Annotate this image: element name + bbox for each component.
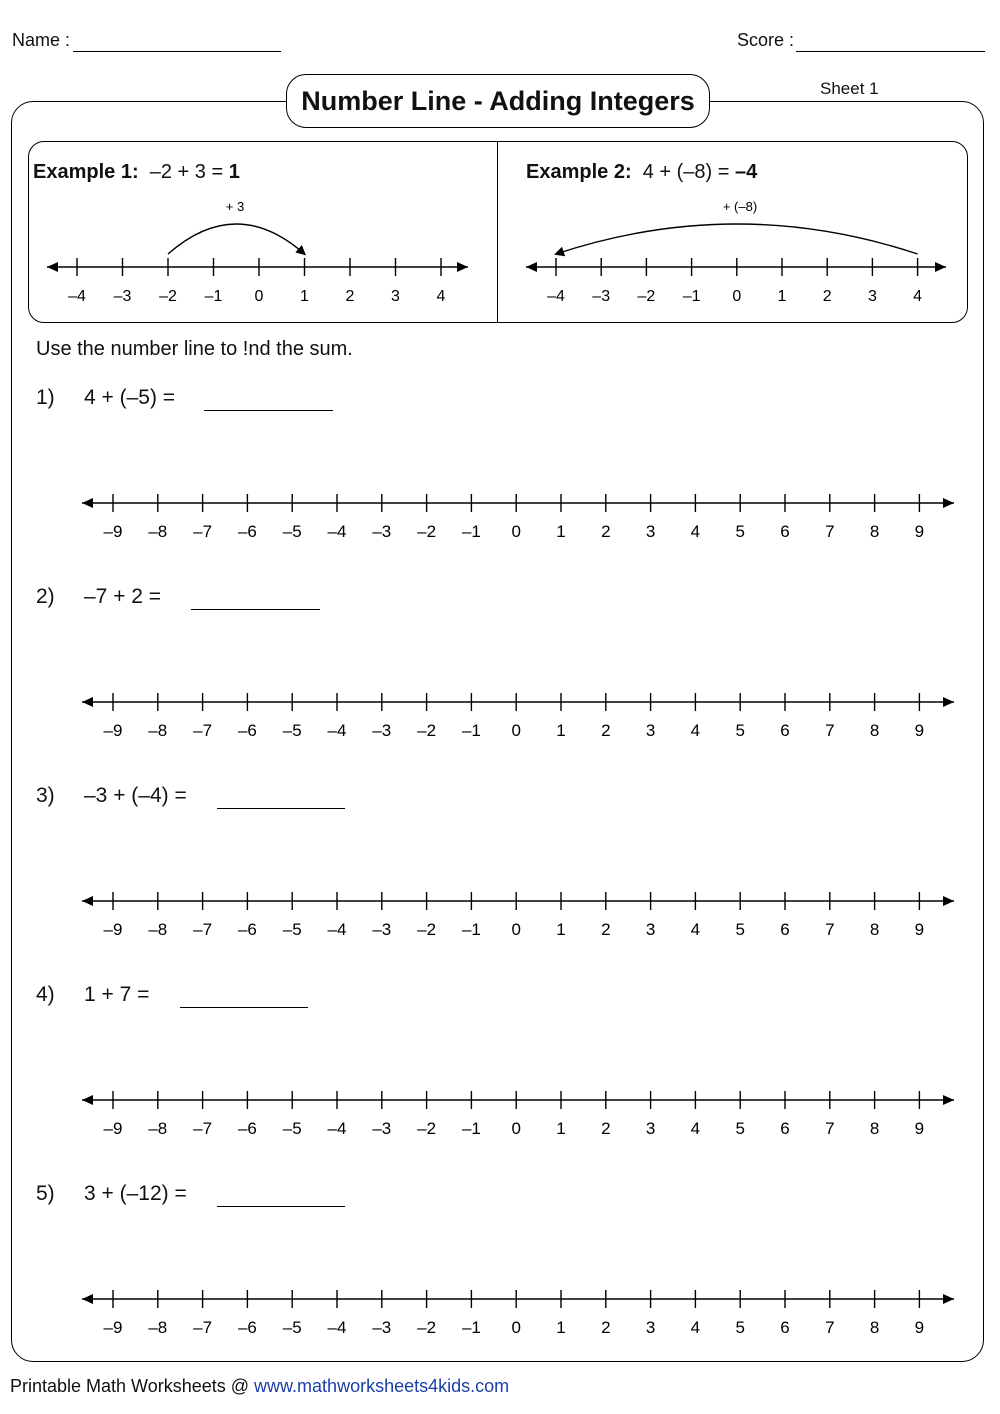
problem-1-tick-label: 3 (645, 522, 656, 541)
footer-text: Printable Math Worksheets @ (10, 1376, 255, 1396)
problem-5-tick-label: 6 (780, 1318, 790, 1337)
problem-2-tick-label: –4 (327, 721, 347, 740)
problem-5-tick-label: –3 (372, 1318, 392, 1337)
arrow-left-icon (82, 1294, 93, 1304)
problem-3-expression: –3 + (–4) = (84, 784, 187, 807)
problem-1-tick-label: –1 (461, 522, 481, 541)
problem-2-number: 2) (36, 585, 55, 608)
problem-2-tick-label: 9 (914, 721, 925, 740)
problem-1-number: 1) (36, 386, 55, 409)
example-1-label: Example 1: (33, 161, 139, 183)
example-2-tick-label: –4 (547, 288, 565, 305)
problem-3-tick-label: –3 (372, 920, 392, 939)
arrow-right-icon (943, 498, 954, 508)
problem-4-tick-label: –1 (461, 1119, 481, 1138)
example-2-tick-label: –3 (592, 288, 611, 305)
problem-3-tick-label: –8 (148, 920, 168, 939)
problem-1-tick-label: –2 (417, 522, 437, 541)
problem-2-number-line[interactable] (82, 693, 954, 740)
problem-3-tick-label: 6 (780, 920, 790, 939)
problem-3-tick-label: 0 (511, 920, 521, 939)
example-1-jump-label: + 3 (225, 199, 245, 214)
problem-3-tick-label: –5 (282, 920, 302, 939)
problem-3-number: 3) (36, 784, 55, 807)
example-2-tick-label: 2 (822, 288, 832, 305)
problem-2-tick-label: 4 (690, 721, 701, 740)
example-2-tick-label: 3 (867, 288, 877, 305)
problem-1-tick-label: 8 (869, 522, 880, 541)
problem-5-tick-label: –8 (148, 1318, 168, 1337)
problem-2-tick-label: –6 (237, 721, 257, 740)
problem-2-tick-label: 8 (869, 721, 880, 740)
problem-1-tick-label: 5 (735, 522, 745, 541)
problem-3-tick-label: 4 (690, 920, 701, 939)
problem-1-tick-label: –3 (372, 522, 392, 541)
sheet-label: Sheet 1 (820, 79, 879, 98)
problem-1-number-line[interactable] (82, 494, 954, 541)
problem-5-tick-label: –1 (461, 1318, 481, 1337)
instructions: Use the number line to !nd the sum. (36, 338, 353, 360)
footer-link[interactable]: www.mathworksheets4kids.com (254, 1376, 510, 1396)
arrow-left-icon (82, 896, 93, 906)
problem-1-tick-label: –9 (103, 522, 123, 541)
problem-1-tick-label: 2 (601, 522, 611, 541)
problem-2-tick-label: 5 (735, 721, 745, 740)
example-2-tick-label: 0 (732, 288, 742, 305)
example-1-tick-label: 0 (254, 288, 264, 305)
problem-4-tick-label: –9 (103, 1119, 123, 1138)
example-2-tick-label: 1 (777, 288, 787, 305)
problem-4-tick-label: 1 (556, 1119, 566, 1138)
problem-2-tick-label: –1 (461, 721, 481, 740)
problem-4-number: 4) (36, 983, 55, 1006)
example-1-tick-label: –1 (204, 288, 223, 305)
problem-3-tick-label: 2 (601, 920, 611, 939)
problem-5-tick-label: –2 (417, 1318, 437, 1337)
problem-2-tick-label: –5 (282, 721, 302, 740)
problem-2-tick-label: –2 (417, 721, 437, 740)
arrow-left-icon (82, 498, 93, 508)
example-2-expression: 4 + (–8) = (642, 161, 730, 183)
problem-3-tick-label: –6 (237, 920, 257, 939)
arrow-right-icon (943, 697, 954, 707)
problem-3-tick-label: 1 (556, 920, 566, 939)
problem-3-number-line[interactable] (82, 892, 954, 939)
name-label: Name : (12, 30, 71, 50)
problem-5-tick-label: –9 (103, 1318, 123, 1337)
problem-4-tick-label: 6 (780, 1119, 790, 1138)
problem-1-tick-label: –7 (193, 522, 213, 541)
arrow-left-icon (82, 697, 93, 707)
problem-4-tick-label: 4 (690, 1119, 701, 1138)
problem-1-tick-label: 7 (825, 522, 835, 541)
example-2-jump-label: + (–8) (722, 199, 758, 214)
problem-4-tick-label: –4 (327, 1119, 347, 1138)
example-1-tick-label: –3 (113, 288, 132, 305)
arrow-right-icon (943, 896, 954, 906)
problem-5-tick-label: 3 (645, 1318, 656, 1337)
example-1-answer: 1 (228, 161, 240, 183)
problem-2-tick-label: –3 (372, 721, 392, 740)
worksheet-title: Number Line - Adding Integers (286, 74, 710, 128)
problem-5-tick-label: 4 (690, 1318, 701, 1337)
problem-4-tick-label: 8 (869, 1119, 880, 1138)
arrow-left-icon (82, 1095, 93, 1105)
problem-4-tick-label: 9 (914, 1119, 925, 1138)
problem-4-tick-label: –8 (148, 1119, 168, 1138)
footer (10, 1376, 509, 1397)
problem-2-tick-label: 0 (511, 721, 521, 740)
problem-5-tick-label: 1 (556, 1318, 566, 1337)
example-1-tick-label: 4 (436, 288, 446, 305)
problem-1-tick-label: 4 (690, 522, 701, 541)
problem-5-tick-label: 7 (825, 1318, 835, 1337)
problem-5-tick-label: 5 (735, 1318, 745, 1337)
example-2-tick-label: –2 (637, 288, 656, 305)
problem-1-expression: 4 + (–5) = (84, 386, 176, 409)
problem-3-tick-label: 8 (869, 920, 880, 939)
problem-5-tick-label: –6 (237, 1318, 257, 1337)
problem-1-tick-label: 6 (780, 522, 790, 541)
problem-3-tick-label: 5 (735, 920, 745, 939)
problem-3-tick-label: 9 (914, 920, 925, 939)
problem-3-tick-label: –1 (461, 920, 481, 939)
problem-4-tick-label: 0 (511, 1119, 521, 1138)
problem-3-tick-label: 7 (825, 920, 835, 939)
problem-2-tick-label: 3 (645, 721, 656, 740)
problem-4-tick-label: 3 (645, 1119, 656, 1138)
problem-2-tick-label: –7 (193, 721, 213, 740)
problem-5-tick-label: 9 (914, 1318, 925, 1337)
problem-2-tick-label: 6 (780, 721, 790, 740)
problem-3-tick-label: –2 (417, 920, 437, 939)
problem-4-tick-label: 7 (825, 1119, 835, 1138)
problem-1-tick-label: –4 (327, 522, 347, 541)
problem-4-tick-label: –3 (372, 1119, 392, 1138)
problem-5-tick-label: 8 (869, 1318, 880, 1337)
problem-1-tick-label: –6 (237, 522, 257, 541)
problem-4-tick-label: 2 (601, 1119, 611, 1138)
problem-5-tick-label: 0 (511, 1318, 521, 1337)
problem-2-tick-label: –9 (103, 721, 123, 740)
problem-3-tick-label: –9 (103, 920, 123, 939)
problem-4-tick-label: –2 (417, 1119, 437, 1138)
problem-3-tick-label: –4 (327, 920, 347, 939)
example-1-tick-label: 2 (345, 288, 355, 305)
score-label: Score : (737, 30, 795, 50)
problem-1-tick-label: 9 (914, 522, 925, 541)
problem-4-tick-label: –7 (193, 1119, 213, 1138)
problem-4-number-line[interactable] (82, 1091, 954, 1138)
problem-4-tick-label: 5 (735, 1119, 745, 1138)
problem-2-tick-label: –8 (148, 721, 168, 740)
example-1-expression: –2 + 3 = (149, 161, 224, 183)
example-2-answer: –4 (735, 161, 758, 183)
problem-5-tick-label: –7 (193, 1318, 213, 1337)
problem-3-tick-label: 3 (645, 920, 656, 939)
problem-3-tick-label: –7 (193, 920, 213, 939)
problem-1-tick-label: 1 (556, 522, 566, 541)
example-1-tick-label: –2 (159, 288, 177, 305)
arrow-right-icon (943, 1095, 954, 1105)
problem-1-tick-label: 0 (511, 522, 521, 541)
problem-5-number-line[interactable] (82, 1290, 954, 1337)
problem-5-tick-label: 2 (601, 1318, 611, 1337)
problem-4-expression: 1 + 7 = (84, 983, 150, 1006)
example-2-tick-label: 4 (913, 288, 923, 305)
problem-5-number: 5) (36, 1182, 55, 1205)
problem-2-tick-label: 1 (556, 721, 566, 740)
problem-5-tick-label: –5 (282, 1318, 302, 1337)
problem-5-expression: 3 + (–12) = (84, 1182, 187, 1205)
problem-4-tick-label: –5 (282, 1119, 302, 1138)
problem-4-tick-label: –6 (237, 1119, 257, 1138)
problem-1-tick-label: –8 (148, 522, 168, 541)
example-1-tick-label: 1 (300, 288, 309, 305)
problem-2-tick-label: 7 (825, 721, 835, 740)
problem-5-tick-label: –4 (327, 1318, 347, 1337)
arrow-right-icon (943, 1294, 954, 1304)
example-2-tick-label: –1 (682, 288, 701, 305)
problem-2-tick-label: 2 (601, 721, 611, 740)
example-1-tick-label: –4 (68, 288, 86, 305)
example-1-tick-label: 3 (391, 288, 400, 305)
example-2-label: Example 2: (526, 161, 632, 183)
problem-1-tick-label: –5 (282, 522, 302, 541)
problem-2-expression: –7 + 2 = (84, 585, 162, 608)
